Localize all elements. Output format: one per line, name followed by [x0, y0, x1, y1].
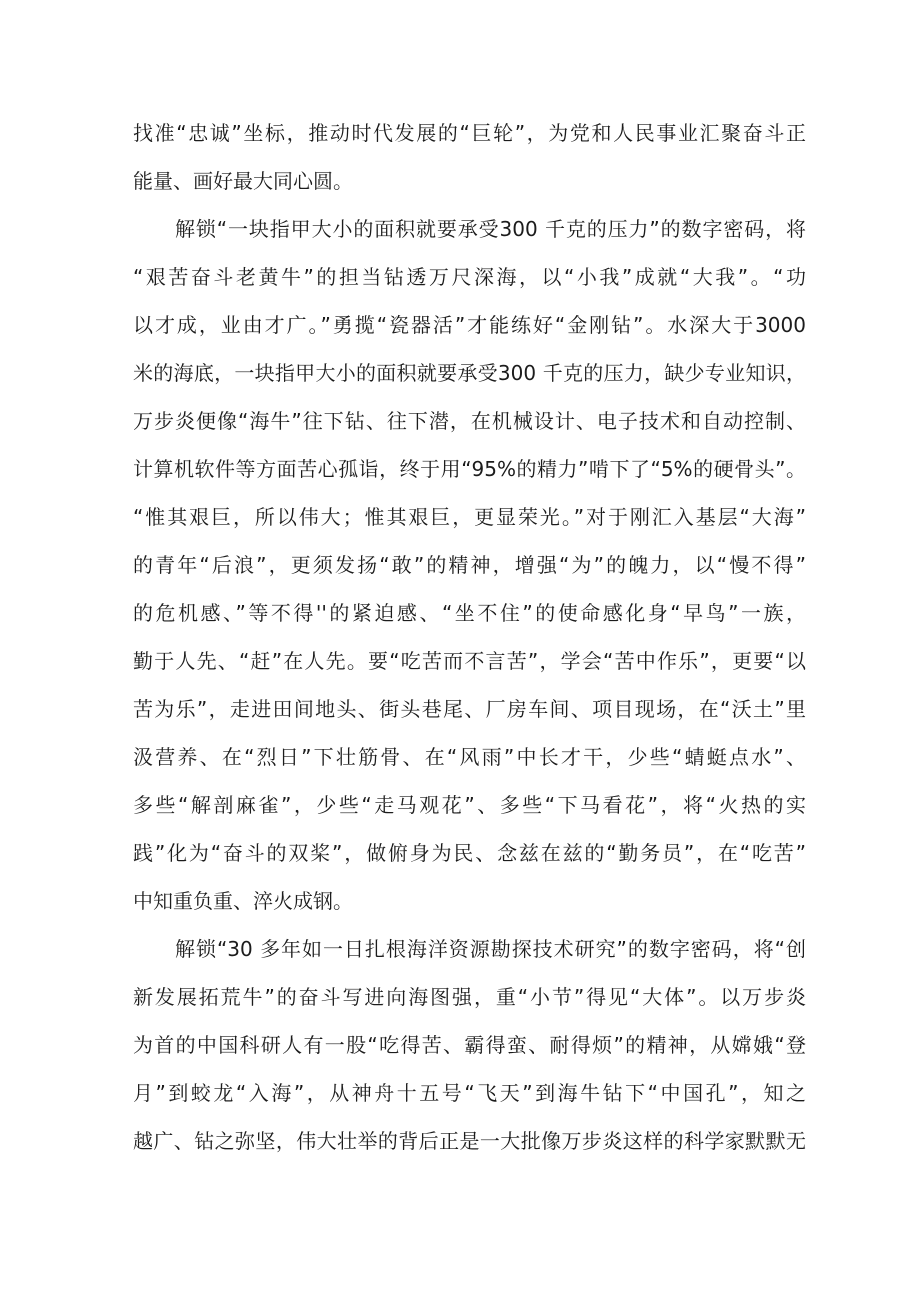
paragraph-3 — [133, 925, 806, 1165]
text-line: 汲营养、在“烈日”下壮筋骨、在“风雨”中长才干，少些“蜻蜓点水”、 — [133, 745, 806, 769]
text-line: 万步炎便像“海牛”往下钻、往下潜，在机械设计、电子技术和自动控制、 — [133, 409, 806, 433]
body-text — [133, 109, 806, 1165]
text-line: 苦为乐”，走进田间地头、街头巷尾、厂房车间、项目现场，在“沃土”里 — [133, 697, 806, 721]
text-line: 月”到蛟龙“入海”，从神舟十五号“飞天”到海牛钻下“中国孔”，知之 — [133, 1081, 806, 1105]
text-line: 新发展拓荒牛”的奋斗写进向海图强，重“小节”得见“大体”。以万步炎 — [133, 985, 806, 1009]
text-line: 勤于人先、“赶”在人先。要“吃苦而不言苦”，学会“苦中作乐”，更要“以 — [133, 649, 806, 673]
text-line: 计算机软件等方面苦心孤诣，终于用“95%的精力”啃下了“5%的硬骨头”。 — [133, 457, 806, 481]
paragraph-2 — [133, 205, 806, 925]
text-line: 米的海底，一块指甲大小的面积就要承受300 千克的压力，缺少专业知识， — [133, 361, 806, 385]
text-line: “惟其艰巨，所以伟大；惟其艰巨，更显荣光。”对于刚汇入基层“大海” — [133, 505, 806, 529]
text-line: 以才成，业由才广。”勇揽“瓷器活”才能练好“金刚钻”。水深大于3000 — [133, 313, 806, 337]
paragraph-1 — [133, 109, 806, 205]
text-line: 解锁“30 多年如一日扎根海洋资源勘探技术研究”的数字密码，将“创 — [175, 937, 806, 961]
text-line: 践”化为“奋斗的双桨”，做俯身为民、念兹在兹的“勤务员”，在“吃苦” — [133, 841, 806, 865]
text-line: 的危机感、”等不得''的紧迫感、“坐不住”的使命感化身“早鸟”一族， — [133, 601, 806, 625]
text-line: 为首的中国科研人有一股“吃得苦、霸得蛮、耐得烦”的精神，从嫦娥“登 — [133, 1033, 806, 1057]
text-line: 解锁“一块指甲大小的面积就要承受300 千克的压力”的数字密码，将 — [175, 217, 806, 241]
text-line: 的青年“后浪”，更须发扬“敢”的精神，增强“为”的魄力，以“慢不得” — [133, 553, 806, 577]
text-line: 中知重负重、淬火成钢。 — [133, 889, 353, 913]
text-line: 多些“解剖麻雀”，少些“走马观花”、多些“下马看花”，将“火热的实 — [133, 793, 806, 817]
text-line: 越广、钻之弥坚，伟大壮举的背后正是一大批像万步炎这样的科学家默默无 — [133, 1129, 806, 1153]
text-line: 找准“忠诚”坐标，推动时代发展的“巨轮”，为党和人民事业汇聚奋斗正 — [133, 121, 806, 145]
text-line: 能量、画好最大同心圆。 — [133, 169, 353, 193]
text-line: “艰苦奋斗老黄牛”的担当钻透万尺深海，以“小我”成就“大我”。“功 — [133, 265, 806, 289]
